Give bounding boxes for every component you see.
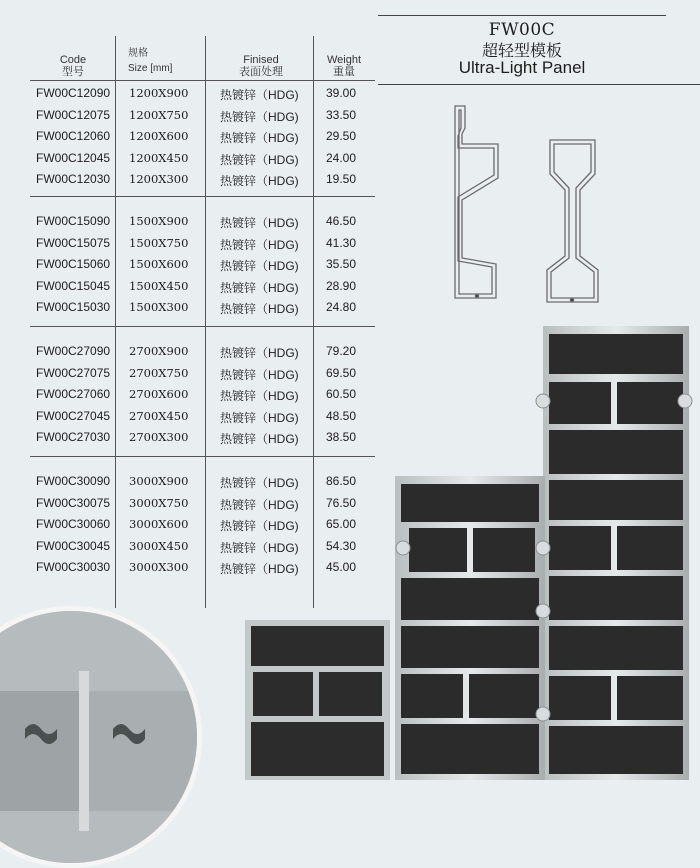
table-row	[30, 539, 375, 561]
code-cell: FW00C12075	[36, 107, 111, 122]
finish-cell: 热镀锌（HDG)	[220, 432, 299, 447]
size-cell: 3000X900	[129, 474, 189, 488]
weight-cell: 24.80	[326, 300, 357, 315]
weight-cell: 65.00	[326, 517, 357, 532]
code-cell: FW00C30075	[36, 495, 111, 510]
header-code-cn: 型号	[62, 66, 84, 78]
single-panel-photo	[245, 620, 390, 780]
code-cell: FW00C15045	[36, 278, 111, 293]
joint-detail-photo	[0, 606, 202, 868]
weight-cell: 39.00	[326, 86, 357, 100]
code-cell: FW00C12090	[36, 86, 111, 100]
size-cell: 1200X750	[129, 107, 189, 122]
weight-cell: 54.30	[326, 538, 357, 553]
table-row	[30, 257, 375, 279]
code-cell: FW00C30060	[36, 517, 111, 532]
code-cell: FW00C27075	[36, 365, 111, 380]
code-cell: FW00C12030	[36, 172, 111, 187]
code-cell: FW00C15075	[36, 235, 111, 250]
size-cell: 3000X750	[129, 495, 189, 510]
finish-cell: 热镀锌（HDG)	[220, 280, 299, 295]
header-finish-cn: 表面处理	[239, 66, 283, 78]
table-row	[30, 172, 375, 194]
code-cell: FW00C15030	[36, 300, 111, 315]
size-cell: 1500X750	[129, 235, 189, 250]
finish-cell: 热镀锌（HDG)	[220, 497, 299, 512]
code-cell: FW00C30045	[36, 538, 111, 553]
finish-cell: 热镀锌（HDG)	[220, 389, 299, 404]
product-name-chinese: 超轻型模板	[481, 41, 562, 60]
size-cell: 1500X900	[129, 214, 189, 228]
profile-side-section	[455, 106, 498, 298]
header-weight	[317, 54, 371, 78]
table-row	[30, 560, 375, 582]
size-cell: 2700X900	[129, 344, 189, 358]
finish-cell: 热镀锌（HDG)	[220, 562, 299, 577]
weight-cell: 79.20	[326, 344, 357, 358]
finish-cell: 热镀锌（HDG)	[220, 237, 299, 252]
size-cell: 1200X450	[129, 150, 189, 165]
title-rule-top	[378, 15, 666, 16]
product-name-english: Ultra-Light Panel	[458, 58, 586, 77]
panel-profile-drawings	[440, 98, 610, 313]
size-cell: 3000X450	[129, 538, 189, 553]
finish-cell: 热镀锌（HDG)	[220, 476, 299, 490]
weight-cell: 24.00	[326, 150, 357, 165]
product-code-title: FW00C	[488, 20, 556, 40]
header-weight-en: Weight	[326, 54, 362, 66]
table-row	[30, 214, 375, 236]
assembled-panels-photo	[395, 326, 700, 780]
size-cell: 2700X600	[129, 387, 189, 402]
code-cell: FW00C30090	[36, 474, 111, 488]
header-code-en: Code	[59, 54, 87, 66]
weight-cell: 41.30	[326, 235, 357, 250]
code-cell: FW00C30030	[36, 560, 111, 575]
finish-cell: 热镀锌（HDG)	[220, 88, 299, 102]
header-code	[38, 54, 108, 78]
size-cell: 2700X450	[129, 408, 189, 423]
weight-cell: 28.90	[326, 278, 357, 293]
finish-cell: 热镀锌（HDG)	[220, 131, 299, 146]
size-cell: 1500X450	[129, 278, 189, 293]
code-cell: FW00C12045	[36, 150, 111, 165]
title-rule-bottom	[378, 84, 700, 85]
code-cell: FW00C27030	[36, 430, 111, 445]
table-row	[30, 344, 375, 366]
code-cell: FW00C27090	[36, 344, 111, 358]
finish-cell: 热镀锌（HDG)	[220, 367, 299, 382]
finish-cell: 热镀锌（HDG)	[220, 174, 299, 189]
joint-detail-drawing	[0, 611, 202, 868]
table-row	[30, 129, 375, 151]
finish-cell: 热镀锌（HDG)	[220, 259, 299, 274]
table-row	[30, 108, 375, 130]
size-cell: 1200X300	[129, 172, 189, 187]
size-cell: 2700X750	[129, 365, 189, 380]
header-size-en: Size [mm]	[128, 63, 173, 74]
size-cell: 1200X900	[129, 86, 189, 100]
table-row	[30, 300, 375, 322]
code-cell: FW00C15060	[36, 257, 111, 272]
table-row	[30, 409, 375, 431]
table-row	[30, 151, 375, 173]
size-cell: 2700X300	[129, 430, 189, 445]
weight-cell: 46.50	[326, 214, 357, 228]
profile-end-section	[547, 140, 598, 302]
finish-cell: 热镀锌（HDG)	[220, 410, 299, 425]
code-cell: FW00C15090	[36, 214, 111, 228]
header-finish	[212, 54, 310, 78]
weight-cell: 86.50	[326, 474, 357, 488]
weight-cell: 48.50	[326, 408, 357, 423]
table-row	[30, 387, 375, 409]
size-cell: 1500X300	[129, 300, 189, 315]
weight-cell: 69.50	[326, 365, 357, 380]
finish-cell: 热镀锌（HDG)	[220, 519, 299, 534]
table-row	[30, 86, 375, 108]
spec-table	[30, 36, 375, 608]
finish-cell: 热镀锌（HDG)	[220, 346, 299, 360]
finish-cell: 热镀锌（HDG)	[220, 109, 299, 124]
table-row	[30, 236, 375, 258]
weight-cell: 38.50	[326, 430, 357, 445]
finish-cell: 热镀锌（HDG)	[220, 540, 299, 555]
code-cell: FW00C27060	[36, 387, 111, 402]
group-rule	[30, 196, 375, 197]
weight-cell: 45.00	[326, 560, 357, 575]
group-rule	[30, 456, 375, 457]
table-row	[30, 474, 375, 496]
finish-cell: 热镀锌（HDG)	[220, 302, 299, 317]
weight-cell: 19.50	[326, 172, 357, 187]
code-cell: FW00C27045	[36, 408, 111, 423]
weight-cell: 76.50	[326, 495, 357, 510]
header-weight-cn: 重量	[333, 66, 355, 78]
weight-cell: 29.50	[326, 129, 357, 144]
finish-cell: 热镀锌（HDG)	[220, 216, 299, 230]
size-cell: 3000X600	[129, 517, 189, 532]
header-size	[122, 48, 206, 75]
size-cell: 1200X600	[129, 129, 189, 144]
table-row	[30, 496, 375, 518]
table-row	[30, 366, 375, 388]
weight-cell: 35.50	[326, 257, 357, 272]
weight-cell: 33.50	[326, 107, 357, 122]
header-rule	[30, 80, 375, 81]
weight-cell: 60.50	[326, 387, 357, 402]
finish-cell: 热镀锌（HDG)	[220, 152, 299, 167]
header-finish-en: Finised	[243, 54, 279, 66]
table-row	[30, 279, 375, 301]
size-cell: 1500X600	[129, 257, 189, 272]
table-row	[30, 517, 375, 539]
header-size-cn: 规格	[128, 48, 148, 59]
table-row	[30, 430, 375, 452]
size-cell: 3000X300	[129, 560, 189, 575]
code-cell: FW00C12060	[36, 129, 111, 144]
group-rule	[30, 326, 375, 327]
